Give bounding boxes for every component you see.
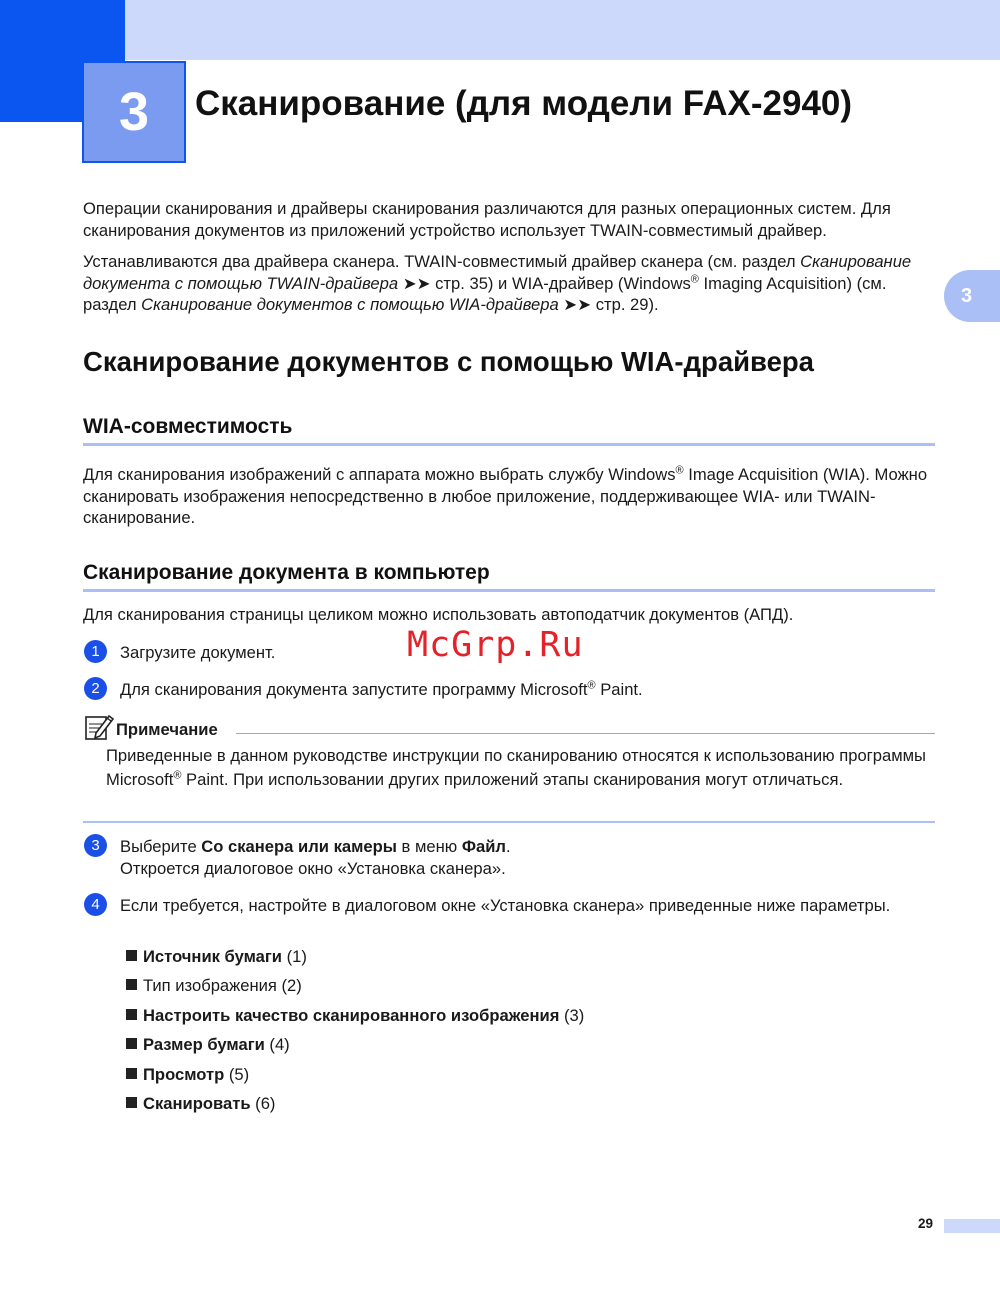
- option-label: Источник бумаги: [143, 947, 282, 966]
- registered-mark: ®: [690, 272, 699, 285]
- bullet-square: [126, 1097, 137, 1108]
- bullet-square: [126, 1009, 137, 1020]
- intro-paragraph-1: Операции сканирования и драйверы сканирования различаются для разных операционных систем. Для сканирования документов из приложений устройство использует TWAIN-совместимый драйвер.: [83, 199, 891, 240]
- page-number-bar: [944, 1219, 1000, 1233]
- option-adjust-quality: [126, 1005, 584, 1026]
- step-2-text-a: Для сканирования документа запустите программу Microsoft: [120, 680, 588, 699]
- option-suffix: (2): [276, 976, 302, 995]
- page-number: 29: [918, 1216, 934, 1231]
- option-paper-source: [126, 946, 307, 967]
- chapter-title: Сканирование (для модели FAX-2940): [195, 84, 853, 123]
- note-body: [106, 744, 926, 791]
- step-3-badge: 3: [84, 834, 107, 857]
- intro-p2-text-a: Устанавливаются два драйвера сканера. TWAIN-совместимый драйвер сканера (см. раздел: [83, 252, 801, 271]
- menu-file: Файл: [461, 837, 506, 856]
- chapter-side-tab-label: 3: [961, 285, 973, 307]
- note-label: Примечание: [116, 720, 218, 739]
- bullet-square: [126, 1038, 137, 1049]
- registered-mark: ®: [173, 768, 182, 781]
- step-1-text: Загрузите документ.: [120, 643, 276, 662]
- step-4-text: Если требуется, настройте в диалоговом окне «Установка сканера» приведенные ниже параметры.: [120, 896, 891, 915]
- option-label: Настроить качество сканированного изображения: [143, 1006, 560, 1025]
- scan-heading-rule: [83, 589, 935, 592]
- step-3-text-c: .: [505, 837, 511, 856]
- option-suffix: (1): [282, 947, 307, 966]
- step-3-line-2: Откроется диалоговое окно «Установка сканера».: [120, 858, 506, 878]
- bullet-square: [126, 979, 137, 990]
- note-text-b: Paint. При использовании других приложений этапы сканирования могут отличаться.: [181, 769, 844, 789]
- header-band: [0, 0, 1000, 60]
- wia-heading: WIA-совместимость: [83, 415, 293, 438]
- step-3-text-a: Выберите: [120, 837, 202, 856]
- option-label: Размер бумаги: [143, 1035, 265, 1054]
- chapter-number: 3: [118, 82, 150, 142]
- option-suffix: (6): [250, 1094, 276, 1113]
- option-scan: [126, 1093, 275, 1114]
- step-2-text: [120, 679, 920, 701]
- bullet-square: [126, 1068, 137, 1079]
- wia-paragraph: [83, 464, 943, 529]
- note-bottom-rule: [83, 821, 935, 823]
- watermark: McGrp.Ru: [407, 625, 584, 665]
- chapter-side-tab[interactable]: [944, 270, 1000, 322]
- section-title: Сканирование документов с помощью WIA-драйвера: [83, 346, 814, 377]
- wia-section-link[interactable]: Сканирование документов с помощью WIA-драйвера: [141, 295, 559, 314]
- scan-intro: Для сканирования страницы целиком можно использовать автоподатчик документов (АПД).: [83, 605, 794, 624]
- wia-text-b: Image Acquisition (WIA). Можно сканировать изображения непосредственно в любое приложение, поддерживающее WIA- или TWAIN-сканирование.: [83, 465, 928, 527]
- step-2-badge: 2: [84, 677, 107, 700]
- intro-p2-text-d: ➤➤ стр. 29).: [558, 295, 659, 314]
- bullet-square: [126, 950, 137, 961]
- twain-section-link[interactable]: Сканирование документа с помощью TWAIN-драйвера: [83, 252, 912, 293]
- step-4-badge: 4: [84, 893, 107, 916]
- option-paper-size: [126, 1034, 290, 1055]
- note-pencil-icon: [84, 713, 114, 741]
- menu-item-from-scanner: Со сканера или камеры: [201, 837, 397, 856]
- intro-paragraph-2: [83, 251, 943, 316]
- scan-heading: Сканирование документа в компьютер: [83, 561, 490, 584]
- option-suffix: (4): [264, 1035, 290, 1054]
- option-label: Тип изображения: [143, 976, 277, 995]
- wia-text-a: Для сканирования изображений с аппарата можно выбрать службу Windows: [83, 465, 676, 484]
- note-top-rule: [236, 733, 935, 734]
- option-suffix: (5): [224, 1065, 250, 1084]
- registered-mark: ®: [587, 679, 596, 692]
- intro-p2-text-c: Imaging Acquisition) (см. раздел: [83, 273, 887, 314]
- intro-p2-text-b: ➤➤ стр. 35) и WIA-драйвер (Windows: [398, 273, 691, 293]
- note-text-a: Приведенные в данном руководстве инструкции по сканированию относятся к использованию программы Microsoft: [106, 746, 926, 789]
- chapter-number-box: [82, 61, 186, 163]
- option-suffix: (3): [559, 1006, 585, 1025]
- step-2-text-b: Paint.: [595, 680, 643, 699]
- option-preview: [126, 1064, 249, 1085]
- option-label: Просмотр: [143, 1065, 225, 1084]
- option-image-type: [126, 975, 302, 996]
- step-3-text-b: в меню: [396, 837, 462, 856]
- step-1-badge: 1: [84, 640, 107, 663]
- step-3-text: [120, 836, 920, 879]
- registered-mark: ®: [675, 464, 684, 477]
- wia-heading-rule: [83, 443, 935, 446]
- option-label: Сканировать: [143, 1094, 251, 1113]
